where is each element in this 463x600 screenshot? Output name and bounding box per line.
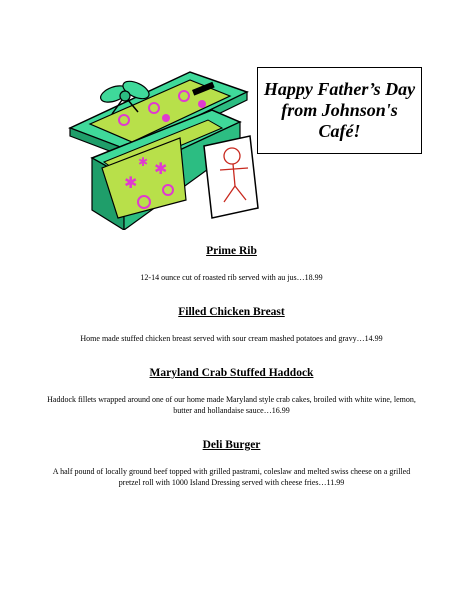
- menu-list: [40, 244, 423, 488]
- menu-item-prime-rib: [40, 244, 423, 283]
- svg-text:✱: ✱: [154, 159, 168, 178]
- menu-item-description: Haddock fillets wrapped around one of our home made Maryland style crab cakes, broiled with white wine, lemon, butter and hollandaise sauce…16.99: [47, 395, 416, 415]
- menu-item-filled-chicken-breast: [40, 305, 423, 344]
- gift-box-clipart: [62, 50, 262, 230]
- menu-item-name: Filled Chicken Breast: [178, 306, 285, 318]
- menu-item-description: Home made stuffed chicken breast served with sour cream mashed potatoes and gravy…14.99: [80, 334, 383, 343]
- menu-item-description: 12-14 ounce cut of roasted rib served with au jus…18.99: [140, 273, 323, 282]
- title-box: [257, 67, 422, 154]
- svg-text:✱: ✱: [138, 155, 149, 169]
- menu-item-name: Prime Rib: [206, 245, 257, 257]
- menu-item-name: Maryland Crab Stuffed Haddock: [149, 367, 314, 379]
- menu-item-description: A half pound of locally ground beef topped with grilled pastrami, coleslaw and melted swiss cheese on a grilled pretzel roll with 1000 Island Dressing served with cheese fries…11.99: [52, 467, 411, 487]
- card-with-stick-figure-icon: [204, 136, 258, 218]
- menu-item-maryland-crab-stuffed-haddock: [40, 366, 423, 416]
- svg-text:✱: ✱: [124, 173, 138, 192]
- menu-item-name: Deli Burger: [202, 439, 261, 451]
- menu-item-deli-burger: [40, 438, 423, 488]
- page-title: Happy Father’s Day from Johnson's Café!: [263, 79, 416, 141]
